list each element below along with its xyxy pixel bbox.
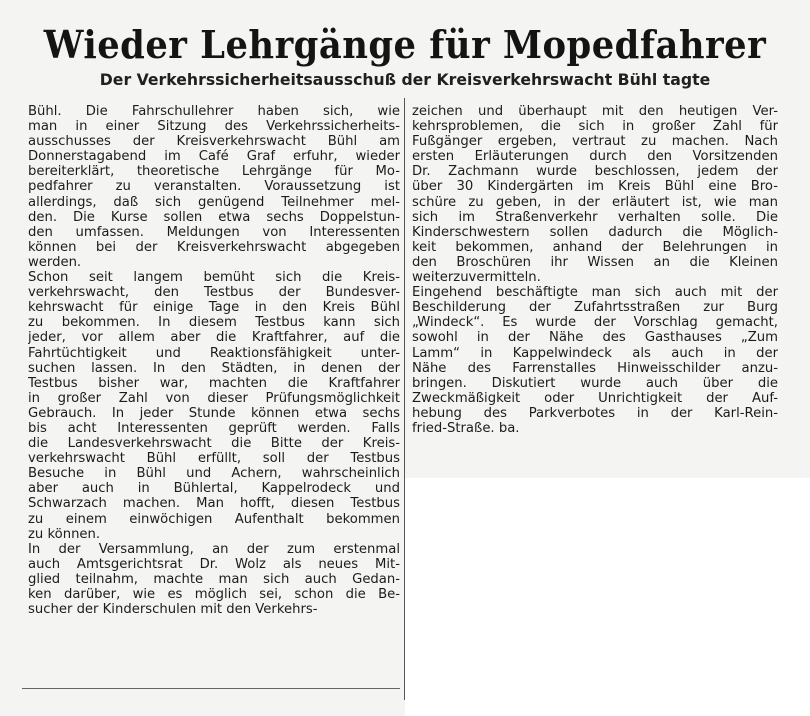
text-line: Lamm“ in Kappelwindeck als auch in der [412,345,778,361]
text-line: Fahrtüchtigkeit und Reaktionsfähigkeit unter- [28,345,400,361]
article-subheadline: Der Verkehrssicherheitsausschuß der Kreisverkehrswacht Bühl tagte [99,70,711,89]
text-line: In der Versammlung, an der zum erstenmal [28,541,400,557]
text-line: Bühl. Die Fahrschullehrer haben sich, wie [28,104,400,119]
text-line: sich im Straßenverkehr verhalten solle. Die [412,209,778,225]
article-headline: Wieder Lehrgänge für Mopedfahrer [43,22,767,67]
text-line: Dr. Zachmann wurde beschlossen, jedem der [412,164,778,180]
text-line: sucher der Kinderschulen mit den Verkehrs- [28,602,318,618]
text-line: sowohl in der Nähe des Gasthauses „Zum [412,330,778,346]
article-column-right [412,104,778,436]
bottom-rule [22,688,400,689]
text-line: „Windeck“. Es wurde der Vorschlag gemacht, [412,315,778,331]
text-line: zu bekommen. In diesem Testbus kann sich [28,315,400,331]
text-line: keit bekommen, anhand der Belehrungen in [412,239,778,255]
text-line: Gebrauch. In jeder Stunde können etwa sechs [28,405,400,421]
text-line: Testbus bisher war, machten die Kraftfahrer [28,375,400,391]
text-line: suchen lassen. In den Städten, in denen der [28,360,400,376]
text-line: aber auch in Bühlertal, Kappelrodeck und [28,481,400,497]
text-line: Kinderschwestern sollen dadurch die Möglich- [412,224,778,240]
text-line: den. Die Kurse sollen etwa sechs Doppelstun- [28,209,400,225]
text-line: man in einer Sitzung des Verkehrssicherheits- [28,119,400,135]
text-line: hebung des Parkverbotes in der Karl-Rein- [412,405,778,421]
text-line: Beschilderung der Zufahrtsstraßen zur Burg [412,300,778,316]
text-line: ersten Erläuterungen durch den Vorsitzenden [412,149,778,165]
text-line: bereiterklärt, theoretische Lehrgänge für Mo- [28,164,400,180]
text-line: Donnerstagabend im Café Graf erfuhr, wieder [28,149,400,165]
text-line: verkehrswacht Bühl erfüllt, soll der Testbus [28,451,400,467]
text-line: Besuche in Bühl und Achern, wahrscheinlich [28,466,400,482]
text-line: zu einem einwöchigen Aufenthalt bekommen [28,511,400,527]
text-line: über 30 Kindergärten im Kreis Bühl eine Bro- [412,179,778,195]
text-line: den umfassen. Meldungen von Interessenten [28,224,400,240]
text-line: Nähe des Farrenstalles Hinweisschilder anzu- [412,360,778,376]
text-line: schüre zu geben, in der erläutert ist, wie man [412,194,778,210]
text-line: Zweckmäßigkeit oder Unrichtigkeit der Auf- [412,390,778,406]
text-line: bringen. Diskutiert wurde auch über die [412,375,778,391]
text-line: Eingehend beschäftigte man sich auch mit der [412,285,778,301]
text-line: ken darüber, wie es möglich sei, schon die Be- [28,587,400,602]
text-line: zeichen und überhaupt mit den heutigen Ver- [412,104,778,119]
article-column-left [28,104,400,617]
text-line: glied teilnahm, machte man sich auch Gedan- [28,571,400,587]
blank-area [405,478,810,716]
text-line: in großer Zahl von dieser Prüfungsmöglichkeit [28,390,400,406]
text-line: jeder, vor allem aber die Kraftfahrer, auf die [28,330,400,346]
text-line: allerdings, daß sich genügend Teilnehmer mel- [28,194,400,210]
text-line: werden. [28,254,82,270]
text-line: die Landesverkehrswacht die Bitte der Kreis- [28,436,400,452]
text-line: können bei der Kreisverkehrswacht abgegeben [28,239,400,255]
column-divider [404,98,405,700]
text-line: fried-Straße. ba. [412,420,520,436]
text-line: pedfahrer zu veranstalten. Voraussetzung ist [28,179,400,195]
text-line: bis acht Interessenten geprüft werden. Falls [28,420,400,436]
text-line: Fußgänger ergeben, vertraut zu machen. Nach [412,134,778,150]
text-line: zu können. [28,526,101,542]
text-line: auch Amtsgerichtsrat Dr. Wolz als neues Mit- [28,556,400,572]
text-line: Schwarzach machen. Man hofft, diesen Testbus [28,496,400,512]
text-line: den Broschüren ihr Wissen an die Kleinen [412,254,778,270]
text-line: ausschusses der Kreisverkehrswacht Bühl am [28,134,400,150]
text-line: kehrswacht für einige Tage in den Kreis Bühl [28,300,400,316]
text-line: Schon seit langem bemüht sich die Kreis- [28,270,400,286]
text-line: kehrsproblemen, die sich in großer Zahl für [412,119,778,135]
text-line: weiterzuvermitteln. [412,270,541,286]
text-line: verkehrswacht, den Testbus der Bundesver- [28,285,400,301]
